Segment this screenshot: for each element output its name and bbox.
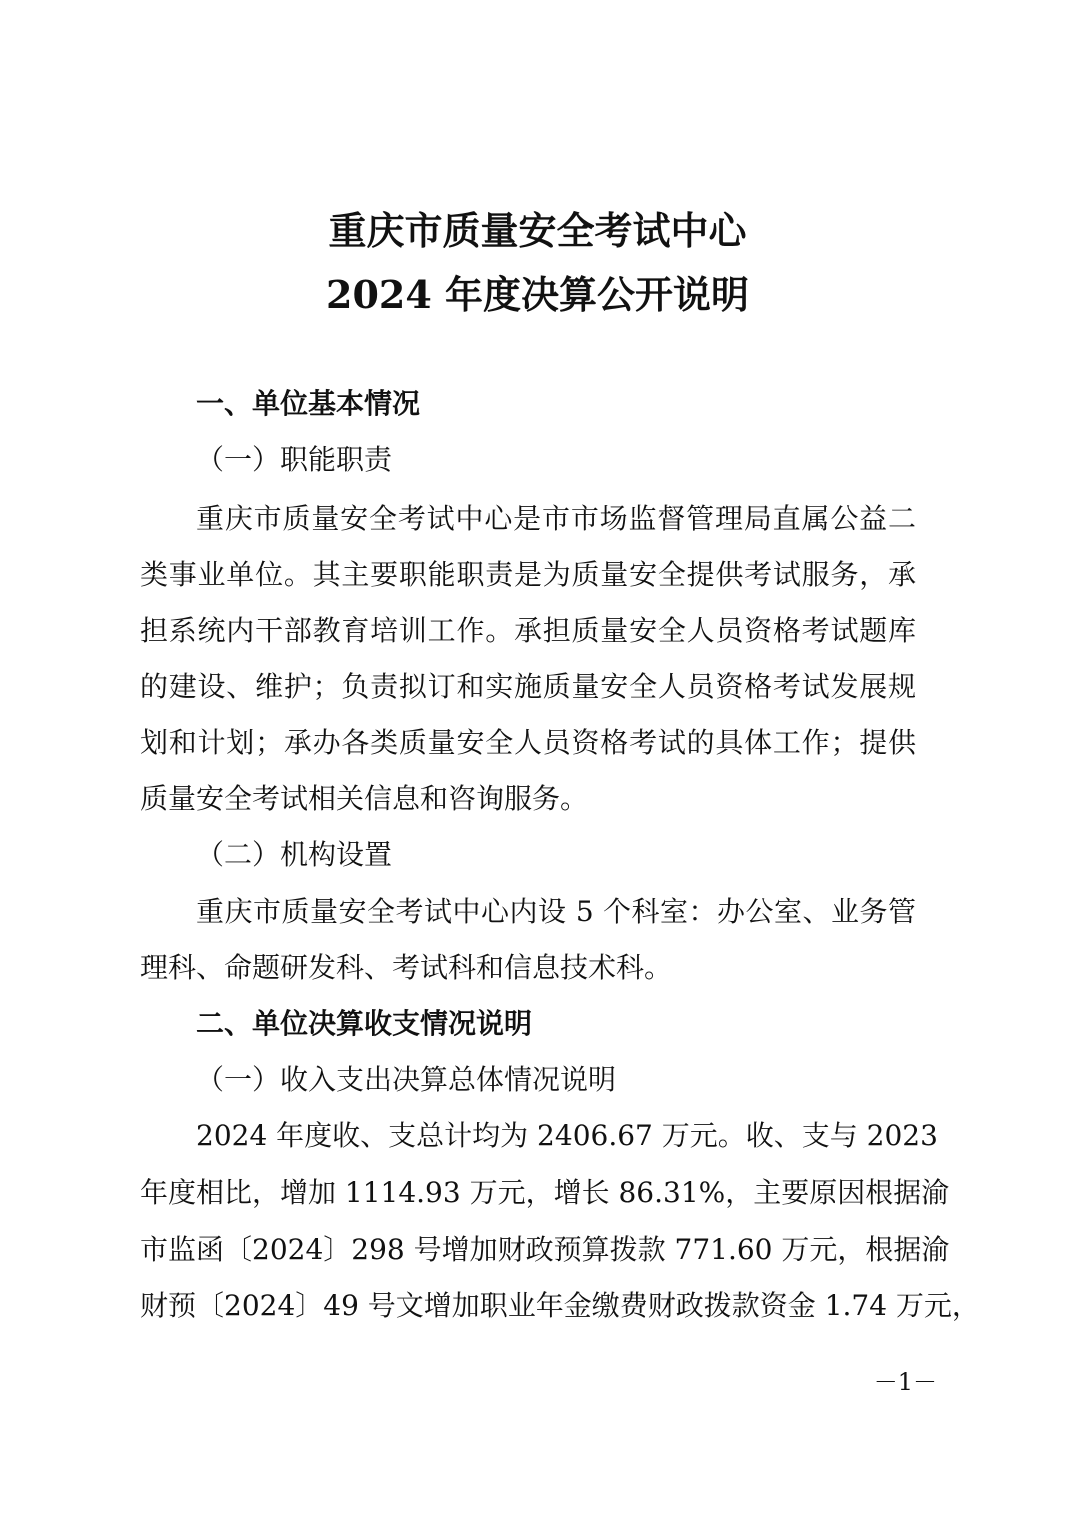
- paragraph-line: 质量安全考试相关信息和咨询服务。: [140, 782, 589, 815]
- section-2-heading: 二、单位决算收支情况说明: [196, 1007, 533, 1040]
- paragraph-line: 重庆市质量安全考试中心是市市场监督管理局直属公益二: [196, 502, 916, 535]
- paragraph-line: 重庆市质量安全考试中心内设 5 个科室：办公室、业务管: [196, 895, 916, 928]
- paragraph-line: 划和计划；承办各类质量安全人员资格考试的具体工作；提供: [140, 726, 916, 759]
- paragraph-line: 理科、命题研发科、考试科和信息技术科。: [140, 951, 673, 984]
- paragraph-line: 年度相比，增加 1114.93 万元，增长 86.31%，主要原因根据渝: [140, 1176, 950, 1209]
- paragraph-line: 2024 年度收、支总计均为 2406.67 万元。收、支与 2023: [196, 1119, 938, 1152]
- section-1-heading: 一、单位基本情况: [196, 387, 421, 420]
- section-1-2-heading: （二）机构设置: [196, 838, 393, 871]
- section-2-1-heading: （一）收入支出决算总体情况说明: [196, 1063, 617, 1096]
- section-1-1-heading: （一）职能职责: [196, 443, 393, 476]
- page-number: －1－: [873, 1368, 937, 1396]
- paragraph-line: 财预〔2024〕49 号文增加职业年金缴费财政拨款资金 1.74 万元，: [140, 1289, 980, 1322]
- paragraph-line: 担系统内干部教育培训工作。承担质量安全人员资格考试题库: [140, 614, 916, 647]
- paragraph-line: 市监函〔2024〕298 号增加财政预算拨款 771.60 万元，根据渝: [140, 1233, 950, 1266]
- paragraph-line: 的建设、维护；负责拟订和实施质量安全人员资格考试发展规: [140, 670, 916, 703]
- paragraph-line: 类事业单位。其主要职能职责是为质量安全提供考试服务，承: [140, 558, 916, 591]
- document-title-line-1: 重庆市质量安全考试中心: [328, 208, 747, 253]
- document-title-line-2: 2024 年度决算公开说明: [326, 272, 749, 317]
